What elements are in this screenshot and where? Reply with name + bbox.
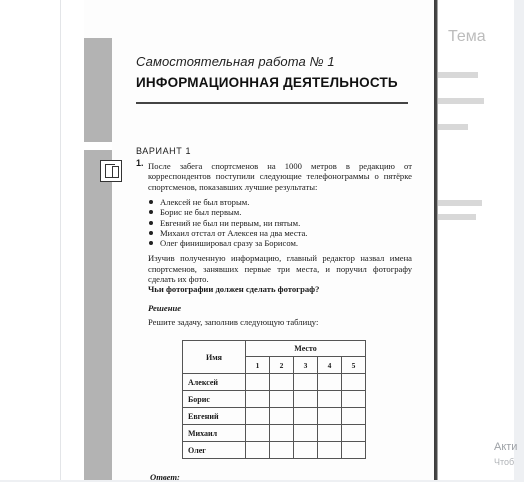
athlete-name: Олег — [183, 442, 246, 459]
solution-heading: Решение — [148, 302, 182, 313]
next-page-text-line — [438, 72, 478, 78]
table-cell — [342, 374, 366, 391]
table-cell — [246, 425, 270, 442]
variant-label: ВАРИАНТ 1 — [136, 146, 192, 156]
viewer-left-divider — [60, 0, 61, 480]
table-row — [183, 408, 366, 425]
table-cell — [270, 442, 294, 459]
table-cell — [318, 391, 342, 408]
viewer-left-margin — [0, 0, 85, 480]
work-title: ИНФОРМАЦИОННАЯ ДЕЯТЕЛЬНОСТЬ — [136, 75, 398, 90]
side-band-notch — [84, 142, 112, 150]
place-number: 3 — [294, 357, 318, 374]
task-intro: После забега спортсменов на 1000 метров в редакцию от корреспондентов поступили следующие телефонограммы о пятёрке спортсменов, показавших лучшие результаты: — [148, 161, 412, 192]
table-cell — [318, 374, 342, 391]
table-cell — [318, 408, 342, 425]
task-content — [136, 146, 412, 327]
book-computer-icon — [100, 160, 122, 182]
table-row — [183, 391, 366, 408]
table-cell — [294, 425, 318, 442]
table-cell — [270, 374, 294, 391]
place-number: 2 — [270, 357, 294, 374]
watermark-line-2: Чтоб — [494, 457, 515, 467]
table-cell — [270, 408, 294, 425]
work-subtitle: Самостоятельная работа № 1 — [136, 54, 335, 69]
answer-label: Ответ: — [150, 472, 180, 482]
table-cell — [294, 391, 318, 408]
header-rule — [136, 102, 408, 104]
next-page-heading: Тема — [448, 28, 486, 45]
table-cell — [318, 442, 342, 459]
table-cell — [294, 442, 318, 459]
task-number: 1. — [136, 158, 144, 168]
table-cell — [318, 425, 342, 442]
table-cell — [246, 374, 270, 391]
document-page — [84, 0, 434, 480]
table-cell — [342, 425, 366, 442]
place-number: 4 — [318, 357, 342, 374]
athlete-name: Евгений — [183, 408, 246, 425]
table-cell — [294, 374, 318, 391]
athlete-name: Борис — [183, 391, 246, 408]
next-page-text-line — [438, 124, 468, 130]
athlete-name: Михаил — [183, 425, 246, 442]
table-row — [183, 442, 366, 459]
page-side-band — [84, 38, 112, 480]
table-cell — [246, 391, 270, 408]
watermark-line-1: Акти — [494, 441, 518, 453]
table-row — [183, 374, 366, 391]
table-cell — [246, 442, 270, 459]
task-question: Чьи фотографии должен сделать фотограф? — [148, 284, 320, 295]
next-page-text-line — [438, 200, 482, 206]
table-cell — [342, 391, 366, 408]
athlete-name: Алексей — [183, 374, 246, 391]
fact-item: Евгений не был ни первым, ни пятым. — [148, 218, 412, 228]
fact-item: Михаил отстал от Алексея на два места. — [148, 228, 412, 238]
next-page-preview — [438, 0, 514, 480]
place-number: 5 — [342, 357, 366, 374]
solution-instruction: Решите задачу, заполнив следующую таблицу: — [148, 316, 319, 327]
fact-item: Алексей не был вторым. — [148, 197, 412, 207]
task-paragraph: Изучив полученную информацию, главный редактор назвал имена спортсменов, занявших первые три места, и поручил фотографу сделать их фото. — [148, 253, 412, 285]
next-page-text-line — [438, 214, 476, 220]
fact-item: Борис не был первым. — [148, 207, 412, 217]
table-cell — [294, 408, 318, 425]
activate-windows-watermark — [494, 440, 524, 470]
table-cell — [270, 391, 294, 408]
table-cell — [342, 442, 366, 459]
place-number: 1 — [246, 357, 270, 374]
places-table — [182, 340, 366, 459]
name-column-header: Имя — [183, 341, 246, 374]
facts-list — [148, 197, 412, 248]
page-header — [136, 54, 420, 104]
fact-item: Олег финишировал сразу за Борисом. — [148, 238, 412, 248]
table-cell — [270, 425, 294, 442]
table-cell — [342, 408, 366, 425]
table-row — [183, 425, 366, 442]
place-column-header: Место — [246, 341, 366, 357]
next-page-text-line — [438, 98, 484, 104]
table-cell — [246, 408, 270, 425]
